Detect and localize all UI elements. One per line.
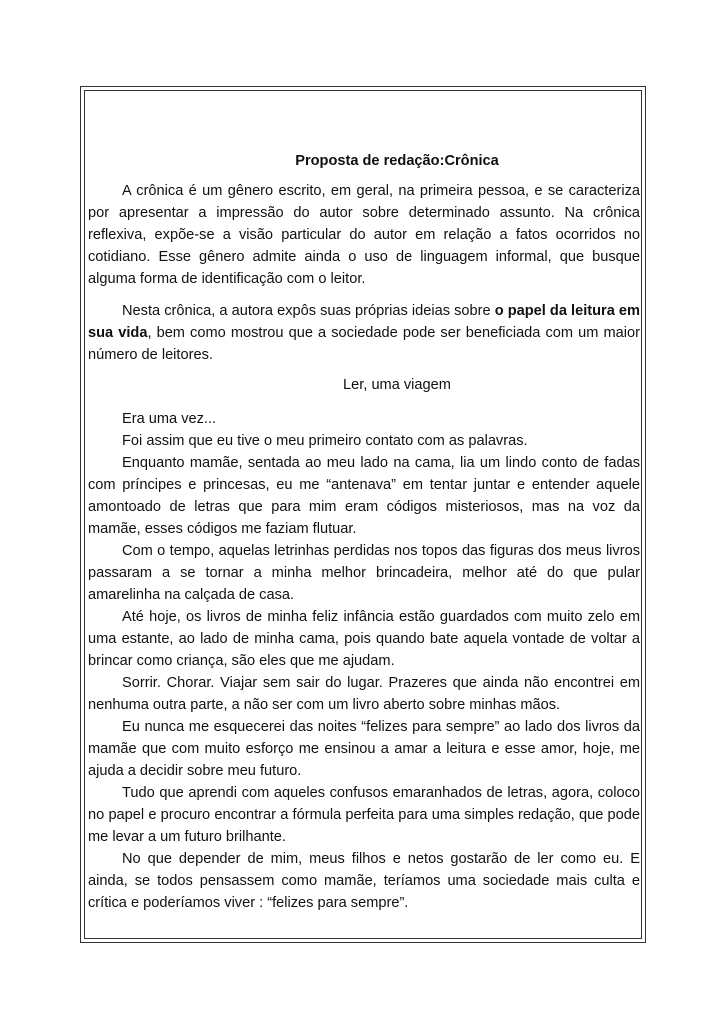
paragraph-gap (88, 290, 640, 300)
story-paragraph: Com o tempo, aquelas letrinhas perdidas nos topos das figuras dos meus livros passaram a se tornar a minha melhor brincadeira, melhor até do que pular amarelinha na calçada de casa. (88, 543, 640, 603)
story-paragraph: Foi assim que eu tive o meu primeiro contato com as palavras. (122, 433, 528, 449)
story-title: Ler, uma viagem (343, 377, 451, 393)
context-text-after: , bem como mostrou que a sociedade pode ser beneficiada com um maior número de leitores. (88, 325, 640, 363)
context-paragraph (88, 300, 640, 366)
story-paragraph: Era uma vez... (122, 411, 217, 427)
story-body (88, 408, 640, 914)
story-paragraph: No que depender de mim, meus filhos e netos gostarão de ler como eu. E ainda, se todos pensassem como mamãe, teríamos uma sociedade mais culta e crítica e poderíamos viver : “felizes para sempre”. (88, 851, 640, 911)
story-paragraph: Eu nunca me esquecerei das noites “felizes para sempre” ao lado dos livros da mamãe que com muito esforço me ensinou a amar a leitura e esse amor, hoje, me ajuda a decidir sobre meu futuro. (88, 719, 640, 779)
document-title: Proposta de redação:Crônica (295, 153, 499, 169)
document-body (88, 150, 640, 914)
context-text-bold: o papel da leitura em sua vida (88, 303, 641, 341)
context-text-before: Nesta crônica, a autora expôs suas próprias ideias sobre (122, 303, 495, 319)
story-paragraph: Tudo que aprendi com aqueles confusos emaranhados de letras, agora, coloco no papel e procuro encontrar a fórmula perfeita para uma simples redação, que pode me levar a um futuro brilhante. (88, 785, 640, 845)
story-paragraph: Até hoje, os livros de minha feliz infância estão guardados com muito zelo em uma estante, ao lado de minha cama, pois quando bate aquela vontade de voltar a brincar como criança, são eles que me ajudam. (88, 609, 640, 669)
intro-paragraph: A crônica é um gênero escrito, em geral, na primeira pessoa, e se caracteriza por apresentar a impressão do autor sobre determinado assunto. Na crônica reflexiva, expõe-se a visão particular do autor em relação a fatos ocorridos no cotidiano. Esse gênero admite ainda o uso de linguagem informal, que busque alguma forma de identificação com o leitor. (88, 183, 640, 287)
story-paragraph: Enquanto mamãe, sentada ao meu lado na cama, lia um lindo conto de fadas com príncipes e princesas, eu me “antenava” em tentar juntar e entender aquele amontoado de letras que para mim eram códigos misteriosos, mas na voz da mamãe, esses códigos me faziam flutuar. (88, 455, 640, 537)
story-paragraph: Sorrir. Chorar. Viajar sem sair do lugar. Prazeres que ainda não encontrei em nenhuma outra parte, a não ser com um livro aberto sobre minhas mãos. (88, 675, 640, 713)
